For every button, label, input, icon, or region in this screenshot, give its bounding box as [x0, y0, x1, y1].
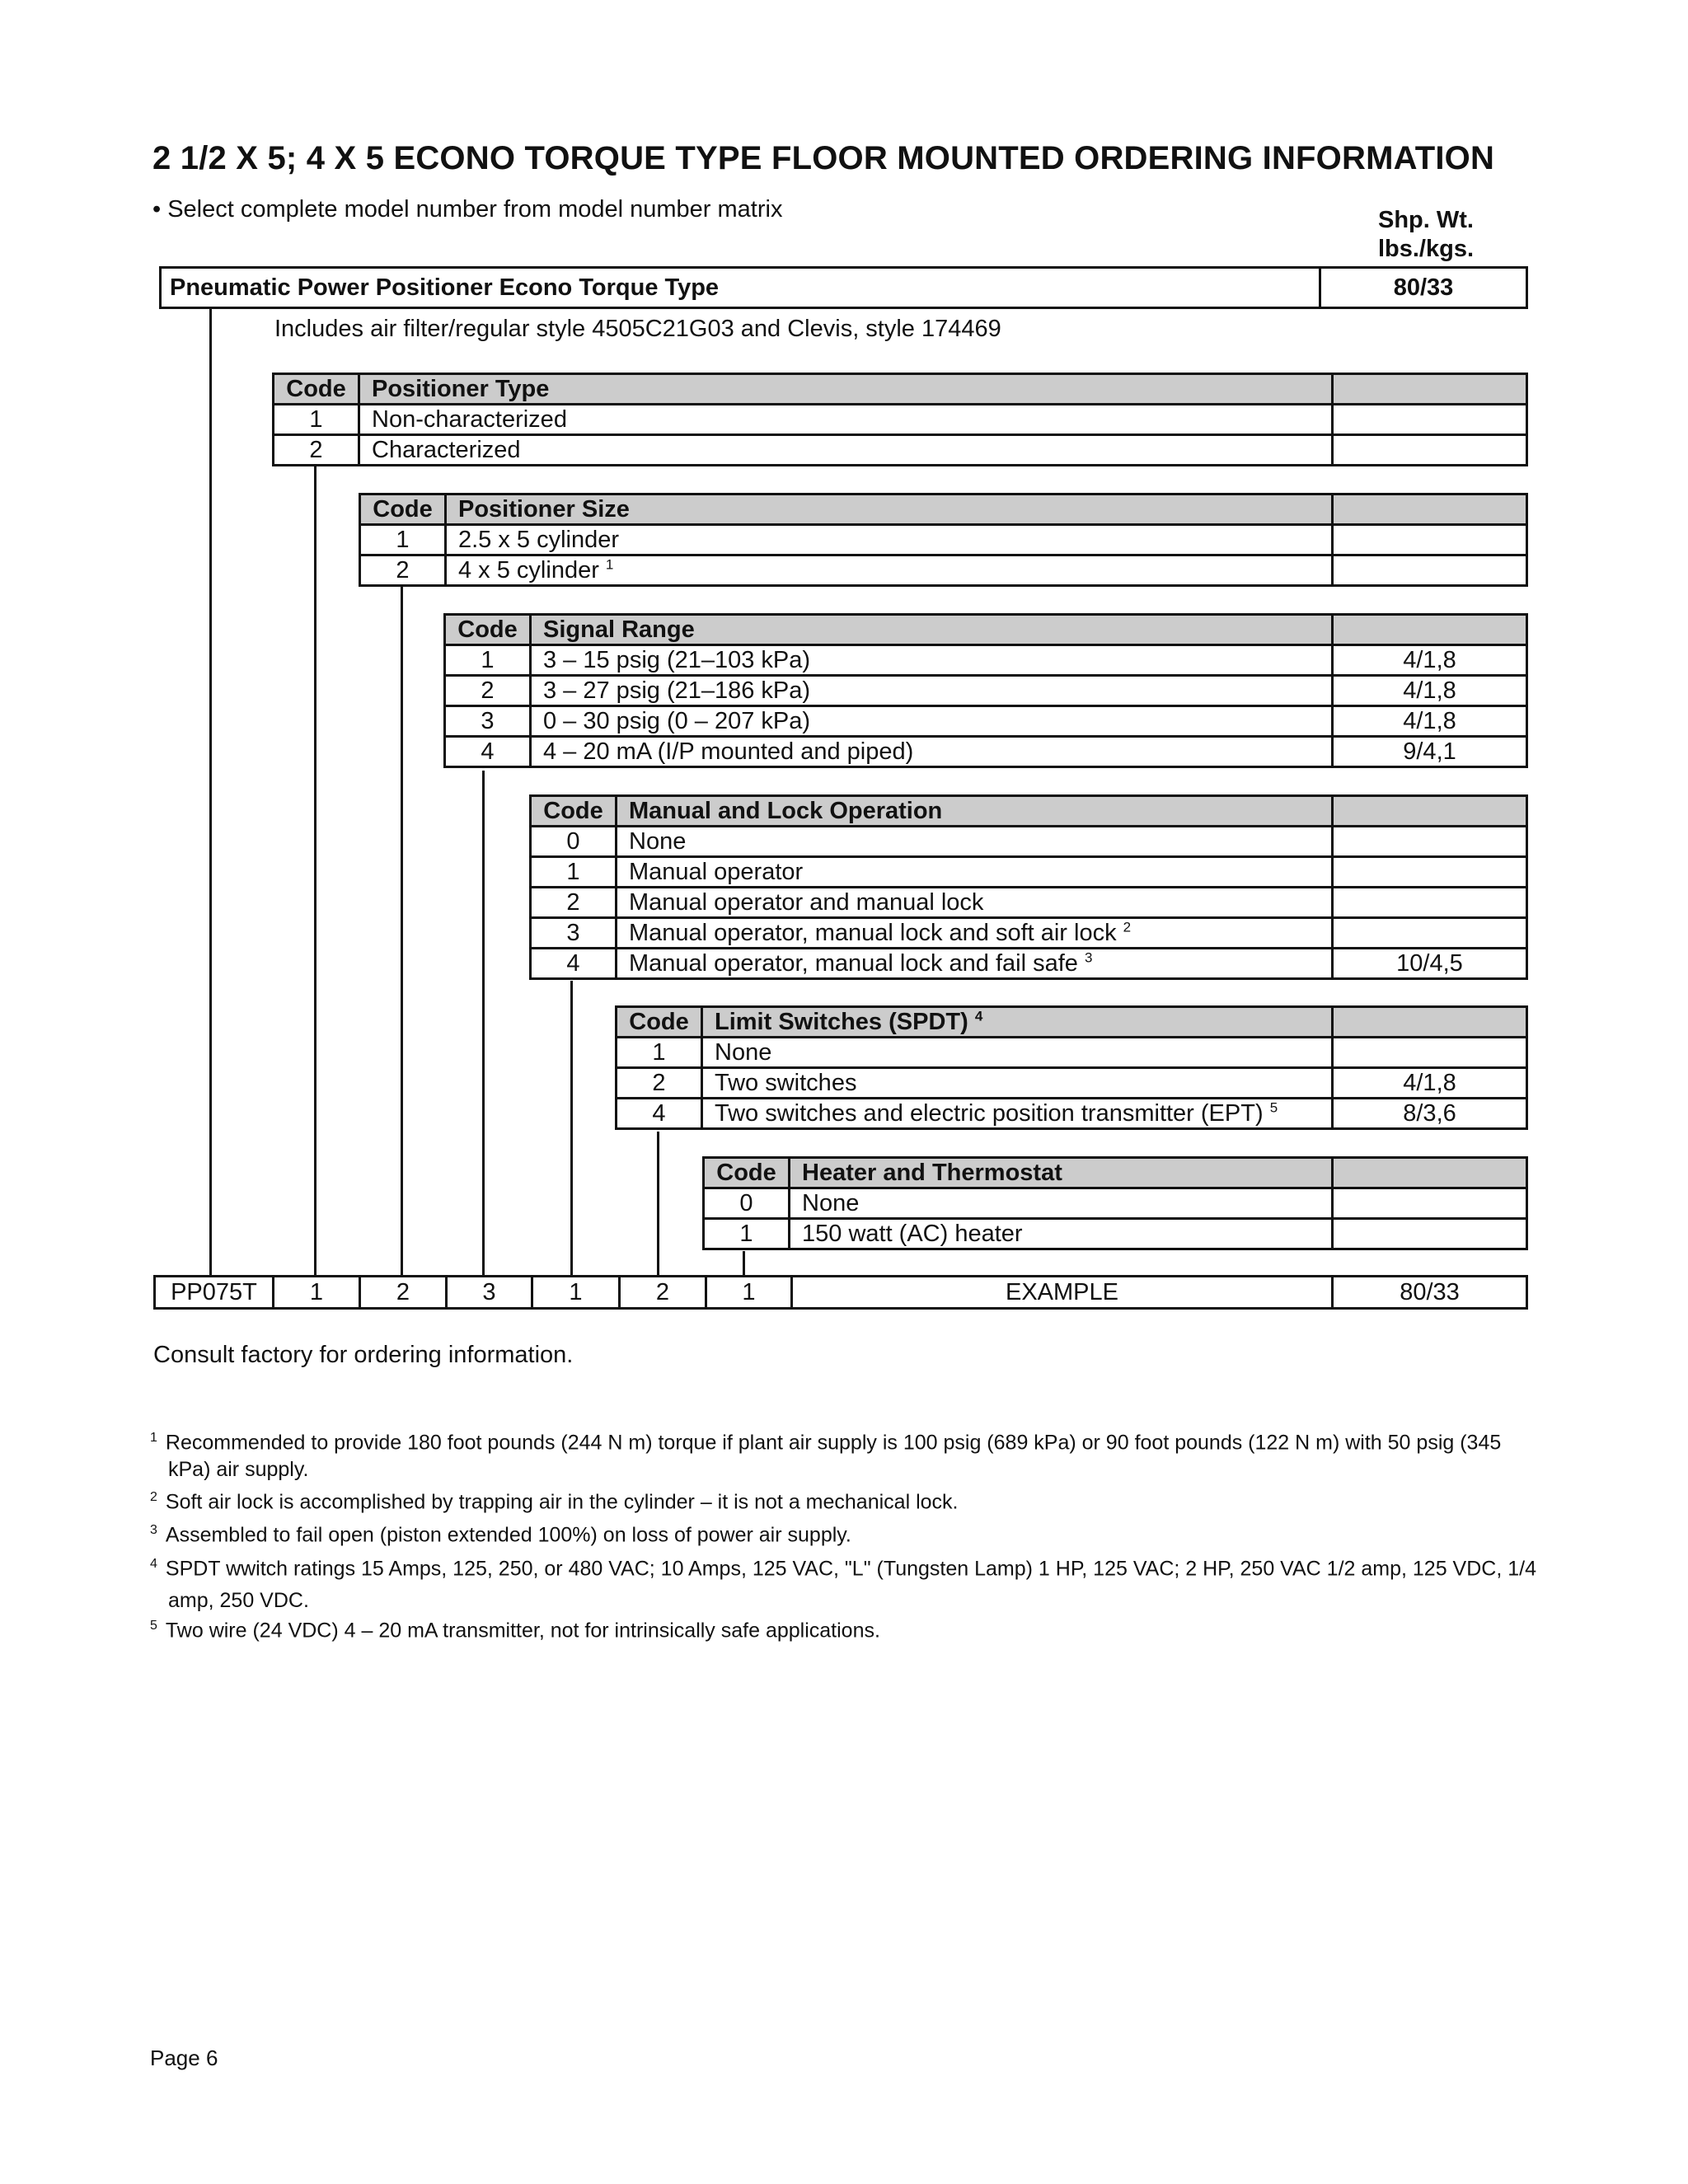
option-code: 2	[274, 435, 359, 466]
example-code: 3	[447, 1277, 532, 1309]
option-weight: 4/1,8	[1333, 676, 1527, 706]
footnote-ref: 5	[1269, 1099, 1278, 1116]
option-code: 4	[531, 949, 617, 979]
example-weight: 80/33	[1333, 1277, 1527, 1309]
example-code: 1	[706, 1277, 792, 1309]
shipping-weight-units: lbs./kgs.	[1377, 236, 1475, 262]
connector-line-heater	[743, 1251, 745, 1277]
footnote-number: 4	[150, 1557, 157, 1571]
option-description: 3 – 15 psig (21–103 kPa)	[531, 645, 1333, 676]
table-row	[531, 949, 1527, 979]
table-row	[617, 1068, 1527, 1099]
table-row	[274, 435, 1527, 466]
example-model-row	[153, 1275, 1528, 1310]
table-row	[531, 918, 1527, 949]
option-code: 2	[617, 1068, 702, 1099]
option-weight: 10/4,5	[1333, 949, 1527, 979]
option-description: Characterized	[359, 435, 1333, 466]
option-description	[617, 949, 1333, 979]
table-row	[360, 555, 1527, 586]
limit-switches-table	[615, 1005, 1528, 1130]
page-title: 2 1/2 X 5; 4 X 5 ECONO TORQUE TYPE FLOOR MOUNTED ORDERING INFORMATION	[152, 140, 1495, 176]
table-header-row	[617, 1007, 1527, 1038]
footnote	[150, 1483, 1526, 1516]
table-row	[531, 888, 1527, 918]
connector-line-main	[209, 309, 212, 1277]
weight-header-cell	[1333, 615, 1527, 645]
table-header-row	[445, 615, 1527, 645]
main-product-label: Pneumatic Power Positioner Econo Torque Type	[170, 274, 720, 301]
code-header: Code	[360, 494, 446, 525]
option-weight	[1333, 435, 1527, 466]
table-row	[445, 676, 1527, 706]
option-code: 4	[445, 737, 531, 767]
main-product-row	[159, 266, 1528, 309]
table-row	[617, 1038, 1527, 1068]
example-code: 2	[360, 1277, 447, 1309]
table-header-row	[274, 374, 1527, 405]
table-row	[531, 857, 1527, 888]
option-code: 0	[531, 827, 617, 857]
table-heading: Heater and Thermostat	[790, 1158, 1333, 1188]
example-code: 1	[274, 1277, 360, 1309]
footnote-ref: 2	[1123, 919, 1132, 935]
table-header-row	[360, 494, 1527, 525]
option-code: 1	[617, 1038, 702, 1068]
option-description	[446, 555, 1333, 586]
option-weight	[1333, 857, 1527, 888]
manual-lock-table	[529, 794, 1528, 980]
footnote-ref: 3	[1084, 949, 1093, 966]
example-code: 1	[532, 1277, 620, 1309]
option-weight: 8/3,6	[1333, 1099, 1527, 1129]
option-weight	[1333, 918, 1527, 949]
table-header-row	[531, 796, 1527, 827]
table-row	[704, 1188, 1527, 1219]
option-code: 4	[617, 1099, 702, 1129]
option-description: 2.5 x 5 cylinder	[446, 525, 1333, 555]
heater-thermostat-table	[702, 1156, 1528, 1250]
table-heading	[702, 1007, 1333, 1038]
option-weight: 4/1,8	[1333, 706, 1527, 737]
table-row	[360, 525, 1527, 555]
weight-header-cell	[1333, 494, 1527, 525]
option-description: Manual operator and manual lock	[617, 888, 1333, 918]
option-description	[617, 918, 1333, 949]
option-description: Two switches	[702, 1068, 1333, 1099]
option-code: 1	[704, 1219, 790, 1249]
option-code: 2	[360, 555, 446, 586]
option-code: 3	[445, 706, 531, 737]
option-weight	[1333, 1219, 1527, 1249]
footnote	[150, 1612, 1526, 1644]
main-product-weight: 80/33	[1319, 269, 1526, 307]
footnote-text: Recommended to provide 180 foot pounds (244 N m) torque if plant air supply is 100 psig (689 kPa) or 90 foot pounds (122 N m) with 50 psig (345 kPa) air supply.	[165, 1431, 1502, 1482]
option-description: 4 – 20 mA (I/P mounted and piped)	[531, 737, 1333, 767]
shipping-weight-label: Shp. Wt.	[1378, 207, 1474, 233]
option-code: 1	[531, 857, 617, 888]
code-header: Code	[531, 796, 617, 827]
positioner-type-table	[272, 373, 1528, 466]
option-code: 1	[445, 645, 531, 676]
option-description-text: 4 x 5 cylinder	[458, 557, 599, 583]
table-row	[445, 645, 1527, 676]
footnote	[150, 1548, 1545, 1617]
table-row	[445, 737, 1527, 767]
option-description	[702, 1099, 1333, 1129]
option-weight	[1333, 555, 1527, 586]
table-row	[531, 827, 1527, 857]
table-row	[445, 706, 1527, 737]
shipping-weight-header	[1372, 206, 1479, 264]
option-weight	[1333, 1038, 1527, 1068]
connector-line-limit-switches	[657, 1132, 659, 1277]
instruction-text: • Select complete model number from model number matrix	[152, 196, 783, 223]
example-label: EXAMPLE	[792, 1277, 1333, 1309]
table-heading: Signal Range	[531, 615, 1333, 645]
option-code: 3	[531, 918, 617, 949]
table-row	[155, 1277, 1527, 1309]
footnote-text: Two wire (24 VDC) 4 – 20 mA transmitter, not for intrinsically safe applications.	[165, 1619, 880, 1643]
option-description: None	[702, 1038, 1333, 1068]
table-heading: Manual and Lock Operation	[617, 796, 1333, 827]
connector-line-positioner-size	[401, 587, 403, 1277]
footnote-text: SPDT wwitch ratings 15 Amps, 125, 250, or 480 VAC; 10 Amps, 125 VAC, "L" (Tungsten Lamp) 1 HP, 125 VAC; 2 HP, 250 VAC 1/2 amp, 125 VDC, 1/4 amp, 250 VDC.	[165, 1557, 1536, 1613]
option-weight	[1333, 827, 1527, 857]
option-description-text: Manual operator, manual lock and fail safe	[629, 950, 1078, 977]
connector-line-manual-lock	[570, 981, 573, 1277]
weight-header-cell	[1333, 1158, 1527, 1188]
footnote-number: 5	[150, 1619, 157, 1633]
option-description-text: Two switches and electric position transmitter (EPT)	[715, 1100, 1264, 1127]
footnote-text: Soft air lock is accomplished by trapping air in the cylinder – it is not a mechanical lock.	[165, 1490, 959, 1514]
option-description: Non-characterized	[359, 405, 1333, 435]
table-heading: Positioner Size	[446, 494, 1333, 525]
footnote-number: 2	[150, 1490, 157, 1504]
option-code: 1	[360, 525, 446, 555]
footnote-ref: 4	[974, 1008, 983, 1024]
option-description: Manual operator	[617, 857, 1333, 888]
option-weight	[1333, 1188, 1527, 1219]
signal-range-table	[443, 613, 1528, 768]
connector-line-positioner-type	[314, 466, 316, 1277]
footnote-number: 1	[150, 1431, 157, 1445]
option-weight: 4/1,8	[1333, 645, 1527, 676]
code-header: Code	[445, 615, 531, 645]
option-description: 3 – 27 psig (21–186 kPa)	[531, 676, 1333, 706]
page-number: Page 6	[150, 2046, 218, 2070]
table-heading-text: Limit Switches (SPDT)	[715, 1009, 968, 1035]
table-header-row	[704, 1158, 1527, 1188]
consult-note: Consult factory for ordering information.	[153, 1342, 574, 1368]
includes-note: Includes air filter/regular style 4505C21G03 and Clevis, style 174469	[274, 316, 1001, 342]
option-description: 0 – 30 psig (0 – 207 kPa)	[531, 706, 1333, 737]
example-model-prefix: PP075T	[155, 1277, 274, 1309]
option-code: 1	[274, 405, 359, 435]
option-description: 150 watt (AC) heater	[790, 1219, 1333, 1249]
weight-header-cell	[1333, 1007, 1527, 1038]
option-weight	[1333, 405, 1527, 435]
table-row	[617, 1099, 1527, 1129]
table-row	[274, 405, 1527, 435]
footnote	[150, 1516, 1526, 1549]
code-header: Code	[704, 1158, 790, 1188]
example-code: 2	[620, 1277, 706, 1309]
connector-line-signal-range	[482, 771, 485, 1277]
weight-header-cell	[1333, 796, 1527, 827]
option-description-text: Manual operator, manual lock and soft air lock	[629, 920, 1117, 946]
footnote-number: 3	[150, 1523, 157, 1537]
option-code: 2	[445, 676, 531, 706]
footnote	[150, 1424, 1545, 1483]
table-row	[704, 1219, 1527, 1249]
option-weight: 9/4,1	[1333, 737, 1527, 767]
option-weight: 4/1,8	[1333, 1068, 1527, 1099]
code-header: Code	[274, 374, 359, 405]
weight-header-cell	[1333, 374, 1527, 405]
code-header: Code	[617, 1007, 702, 1038]
option-weight	[1333, 888, 1527, 918]
option-description: None	[617, 827, 1333, 857]
option-code: 0	[704, 1188, 790, 1219]
footnote-text: Assembled to fail open (piston extended 100%) on loss of power air supply.	[165, 1523, 851, 1547]
positioner-size-table	[359, 493, 1528, 587]
option-description: None	[790, 1188, 1333, 1219]
option-code: 2	[531, 888, 617, 918]
table-heading: Positioner Type	[359, 374, 1333, 405]
option-weight	[1333, 525, 1527, 555]
footnote-ref: 1	[605, 556, 614, 573]
